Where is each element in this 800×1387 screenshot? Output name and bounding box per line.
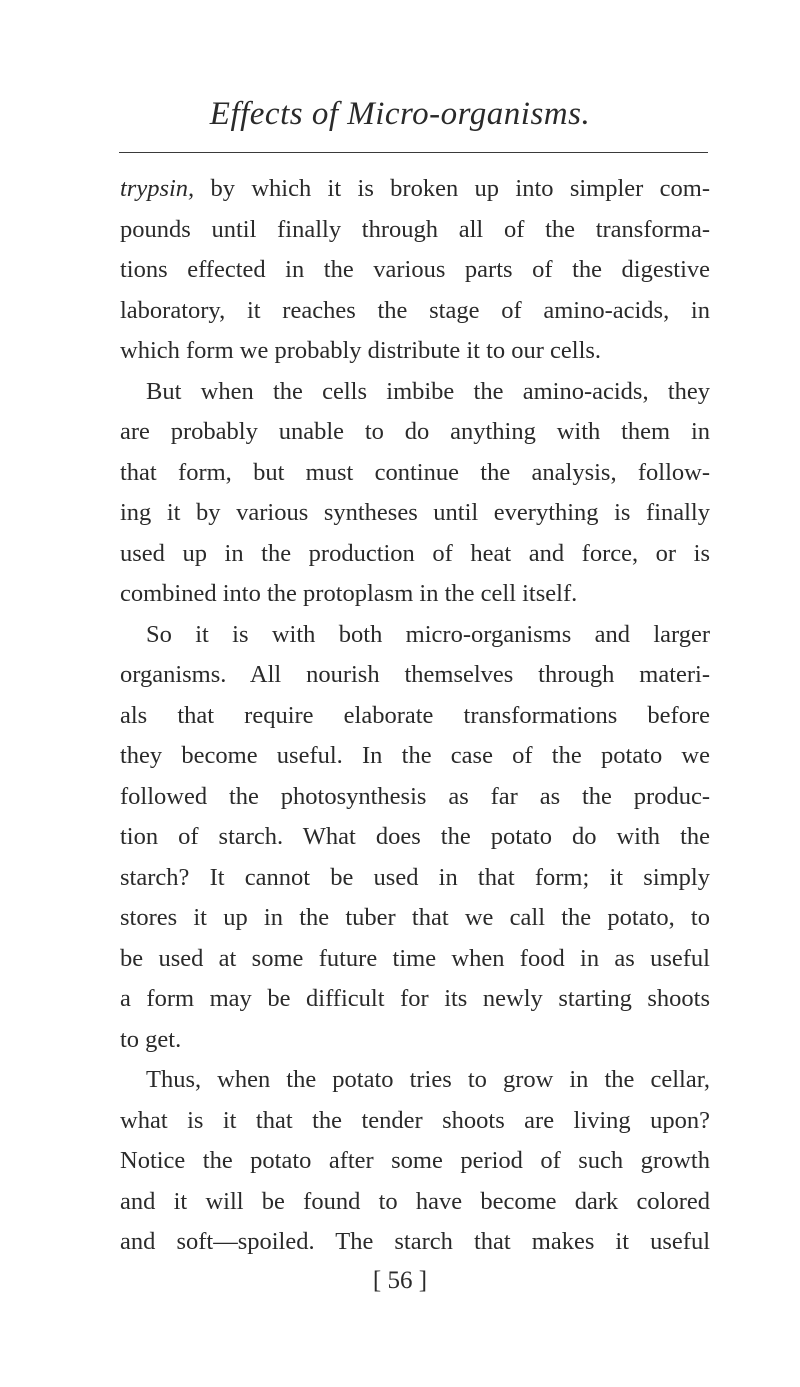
text-line: Thus, when the potato tries to grow in the cellar, — [146, 1066, 710, 1093]
page-number: [ 56 ] — [372, 1267, 428, 1294]
text-line: that form, but must continue the analysis, follow- — [120, 458, 710, 486]
text-line: used up in the production of heat and force, or is — [120, 539, 710, 567]
text-line: laboratory, it reaches the stage of amino-acids, in — [120, 296, 710, 324]
text-line: tion of starch. What does the potato do with the — [120, 823, 710, 850]
line-text: by which it is broken up into simpler com- — [194, 175, 710, 202]
text-line: and it will be found to have become dark colored — [120, 1187, 710, 1215]
text-line: pounds until finally through all of the transforma- — [120, 215, 710, 243]
text-line: which form we probably distribute it to our cells. — [120, 337, 602, 364]
text-line: als that require elaborate transformations before — [120, 701, 710, 729]
text-line: organisms. All nourish themselves through materi- — [120, 661, 710, 688]
text-line: So it is with both micro-organisms and larger — [146, 620, 710, 648]
text-line: to get. — [120, 1025, 182, 1053]
text-line: they become useful. In the case of the potato we — [120, 742, 710, 769]
text-line: But when the cells imbibe the amino-acids, they — [146, 377, 710, 405]
text-line: ing it by various syntheses until everything is finally — [120, 499, 710, 526]
text-line: Notice the potato after some period of such growth — [120, 1147, 710, 1174]
text-line: combined into the protoplasm in the cell itself. — [120, 580, 578, 607]
text-line: are probably unable to do anything with them in — [120, 418, 710, 445]
text-line: and soft—spoiled. The starch that makes it useful — [120, 1228, 710, 1255]
text-line: followed the photosynthesis as far as the produc- — [120, 782, 710, 810]
text-line: a form may be difficult for its newly starting shoots — [120, 985, 710, 1012]
text-line: starch? It cannot be used in that form; it simply — [120, 863, 710, 891]
text-line: be used at some future time when food in as useful — [120, 944, 710, 972]
italic-term: trypsin, — [120, 175, 195, 202]
text-line: what is it that the tender shoots are living upon? — [120, 1106, 710, 1134]
text-line: tions effected in the various parts of the digestive — [120, 256, 710, 283]
running-head: Effects of Micro-organisms. — [209, 96, 591, 132]
text-line: stores it up in the tuber that we call the potato, to — [120, 904, 710, 931]
